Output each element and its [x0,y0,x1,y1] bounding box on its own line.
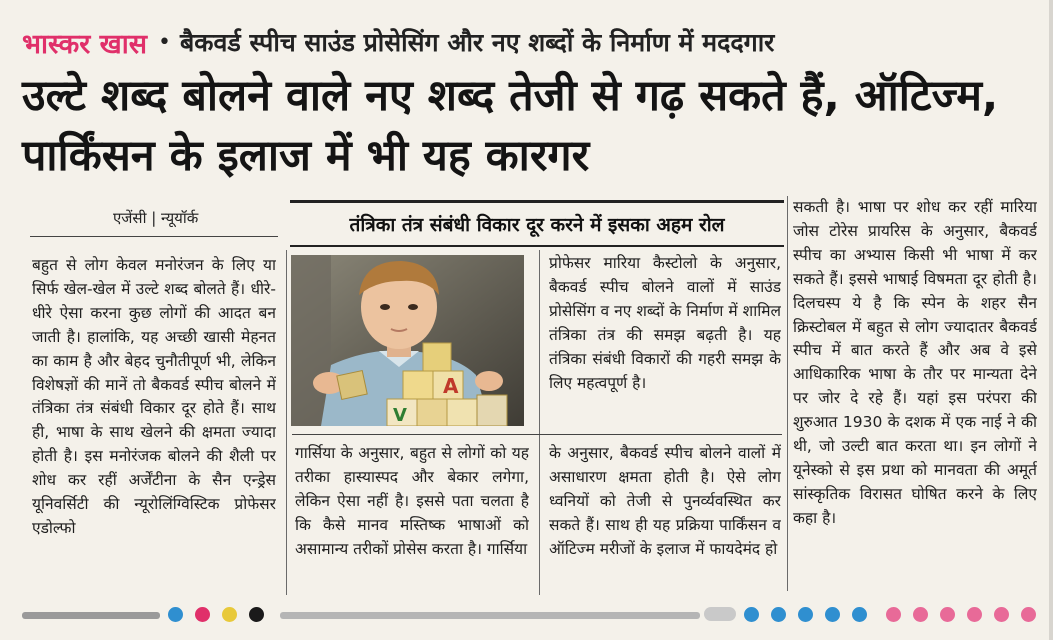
block-letter-v: V [393,405,407,426]
footer-bar-left [22,612,160,619]
column-rule-2 [539,250,540,595]
footer-pill [704,607,736,621]
footer-bar-middle [280,612,700,619]
subhead-box [290,200,784,247]
footer-dot [168,607,183,622]
footer-dot [967,607,982,622]
footer-dot [744,607,759,622]
footer-dot [913,607,928,622]
photo-child-with-blocks [291,255,524,426]
article-column-2: गार्सिया के अनुसार, बहुत से लोगों को यह तरीका हास्यास्पद और बेकार लगेगा, लेकिन ऐसा नहीं है। इससे पता चलता है कि कैसे मानव मस्तिष्क भाषाओं को असामान्य तरीकों प्रोसेस करता है। गार्सिया [295,444,529,558]
footer-dot [222,607,237,622]
byline: एजेंसी | न्यूयॉर्क [113,209,199,227]
brand-label: भास्कर खास [22,28,147,60]
article-column-5: सकती है। भाषा पर शोध कर रहीं मारिया जोस टोरेस प्रायरिस के अनुसार, बैकवर्ड स्पीच का अभ्यास किसी भी भाषा में कर सकते हैं। इससे भाषाई विषमता दूर होती है। दिलचस्प ये है कि स्पेन के शहर सैन क्रिस्टोबल में बहुत से लोग ज्यादातर बैकवर्ड स्पीच में बात करते हैं और अब वे इसे आधिकारिक भाषा के तौर पर मान्यता देने पर जोर दे रहे हैं। यहां इस परंपरा की शुरुआत 1930 के दशक में एक नाई ने की थी, जो उल्टी बात करता था। इन लोगों ने यूनेस्को से इस प्रथा को मानवता की अमूर्त सांस्कृतिक विरासत घोषित करने के लिए कहा है। [793,198,1037,527]
child-blocks-illustration [291,255,524,426]
article-column-4: के अनुसार, बैकवर्ड स्पीच बोलने वालों में असाधारण क्षमता होती है। ऐसे लोग ध्वनियों को तेजी से पुनर्व्यवस्थित कर सकते हैं। साथ ही यह प्रक्रिया पार्किंसन व ऑटिज्म मरीजों के इलाज में फायदेमंद हो [549,444,781,558]
photo-bottom-rule [292,434,782,435]
block-letter-a: A [443,374,459,398]
article-column-3: प्रोफेसर मारिया कैस्टोलो के अनुसार, बैकवर्ड स्पीच बोलने वालों में साउंड प्रोसेसिंग व नए शब्दों के निर्माण में शामिल तंत्रिका तंत्र की समझ बढ़ती है। यह तंत्रिका संबंधी विकारों की गहरी समझ के लिए महत्वपूर्ण है। [549,254,781,392]
article-column-1: बहुत से लोग केवल मनोरंजन के लिए या सिर्फ खेल-खेल में उल्टे शब्द बोलते हैं। धीरे-धीरे ऐसा करना कुछ लोगों की आदत बन जाती है। हालांकि, यह अच्छी खासी मेहनत का काम है और बेहद चुनौतीपूर्ण भी, लेकिन विशेषज्ञों की मानें तो बैकवर्ड स्पीच बोलने में तंत्रिका तंत्र संबंधी विकार दूर होते हैं। साथ ही, भाषा के साथ खेलने की क्षमता ज्यादा होती है। इस मनोरंजक बोलने की शैली पर शोध कर रहीं अर्जेंटीना के सैन एन्ड्रेस यूनिवर्सिटी की न्यूरोलिंग्विस्टिक प्रोफेसर एडोल्फो [32,256,276,537]
footer-dot [249,607,264,622]
footer-dot [195,607,210,622]
footer-dot [825,607,840,622]
footer-dot [771,607,786,622]
column-rule-3 [787,196,788,591]
column-rule-1 [286,250,287,595]
page-edge [1049,0,1053,640]
byline-rule [30,236,278,237]
kicker-line [22,18,774,66]
kicker-separator: • [158,29,171,55]
footer-dot [852,607,867,622]
subhead: तंत्रिका तंत्र संबंधी विकार दूर करने में इसका अहम रोल [349,214,725,236]
decorative-footer-strip [0,604,1053,622]
footer-dot [1021,607,1036,622]
footer-dot [940,607,955,622]
kicker-text: बैकवर्ड स्पीच साउंड प्रोसेसिंग और नए शब्दों के निर्माण में मददगार [179,28,775,57]
footer-dot [886,607,901,622]
footer-dot [798,607,813,622]
headline: उल्टे शब्द बोलने वाले नए शब्द तेजी से गढ़ सकते हैं, ऑटिज्म, पार्किंसन के इलाज में भी यह कारगर [22,71,999,181]
footer-dot [994,607,1009,622]
